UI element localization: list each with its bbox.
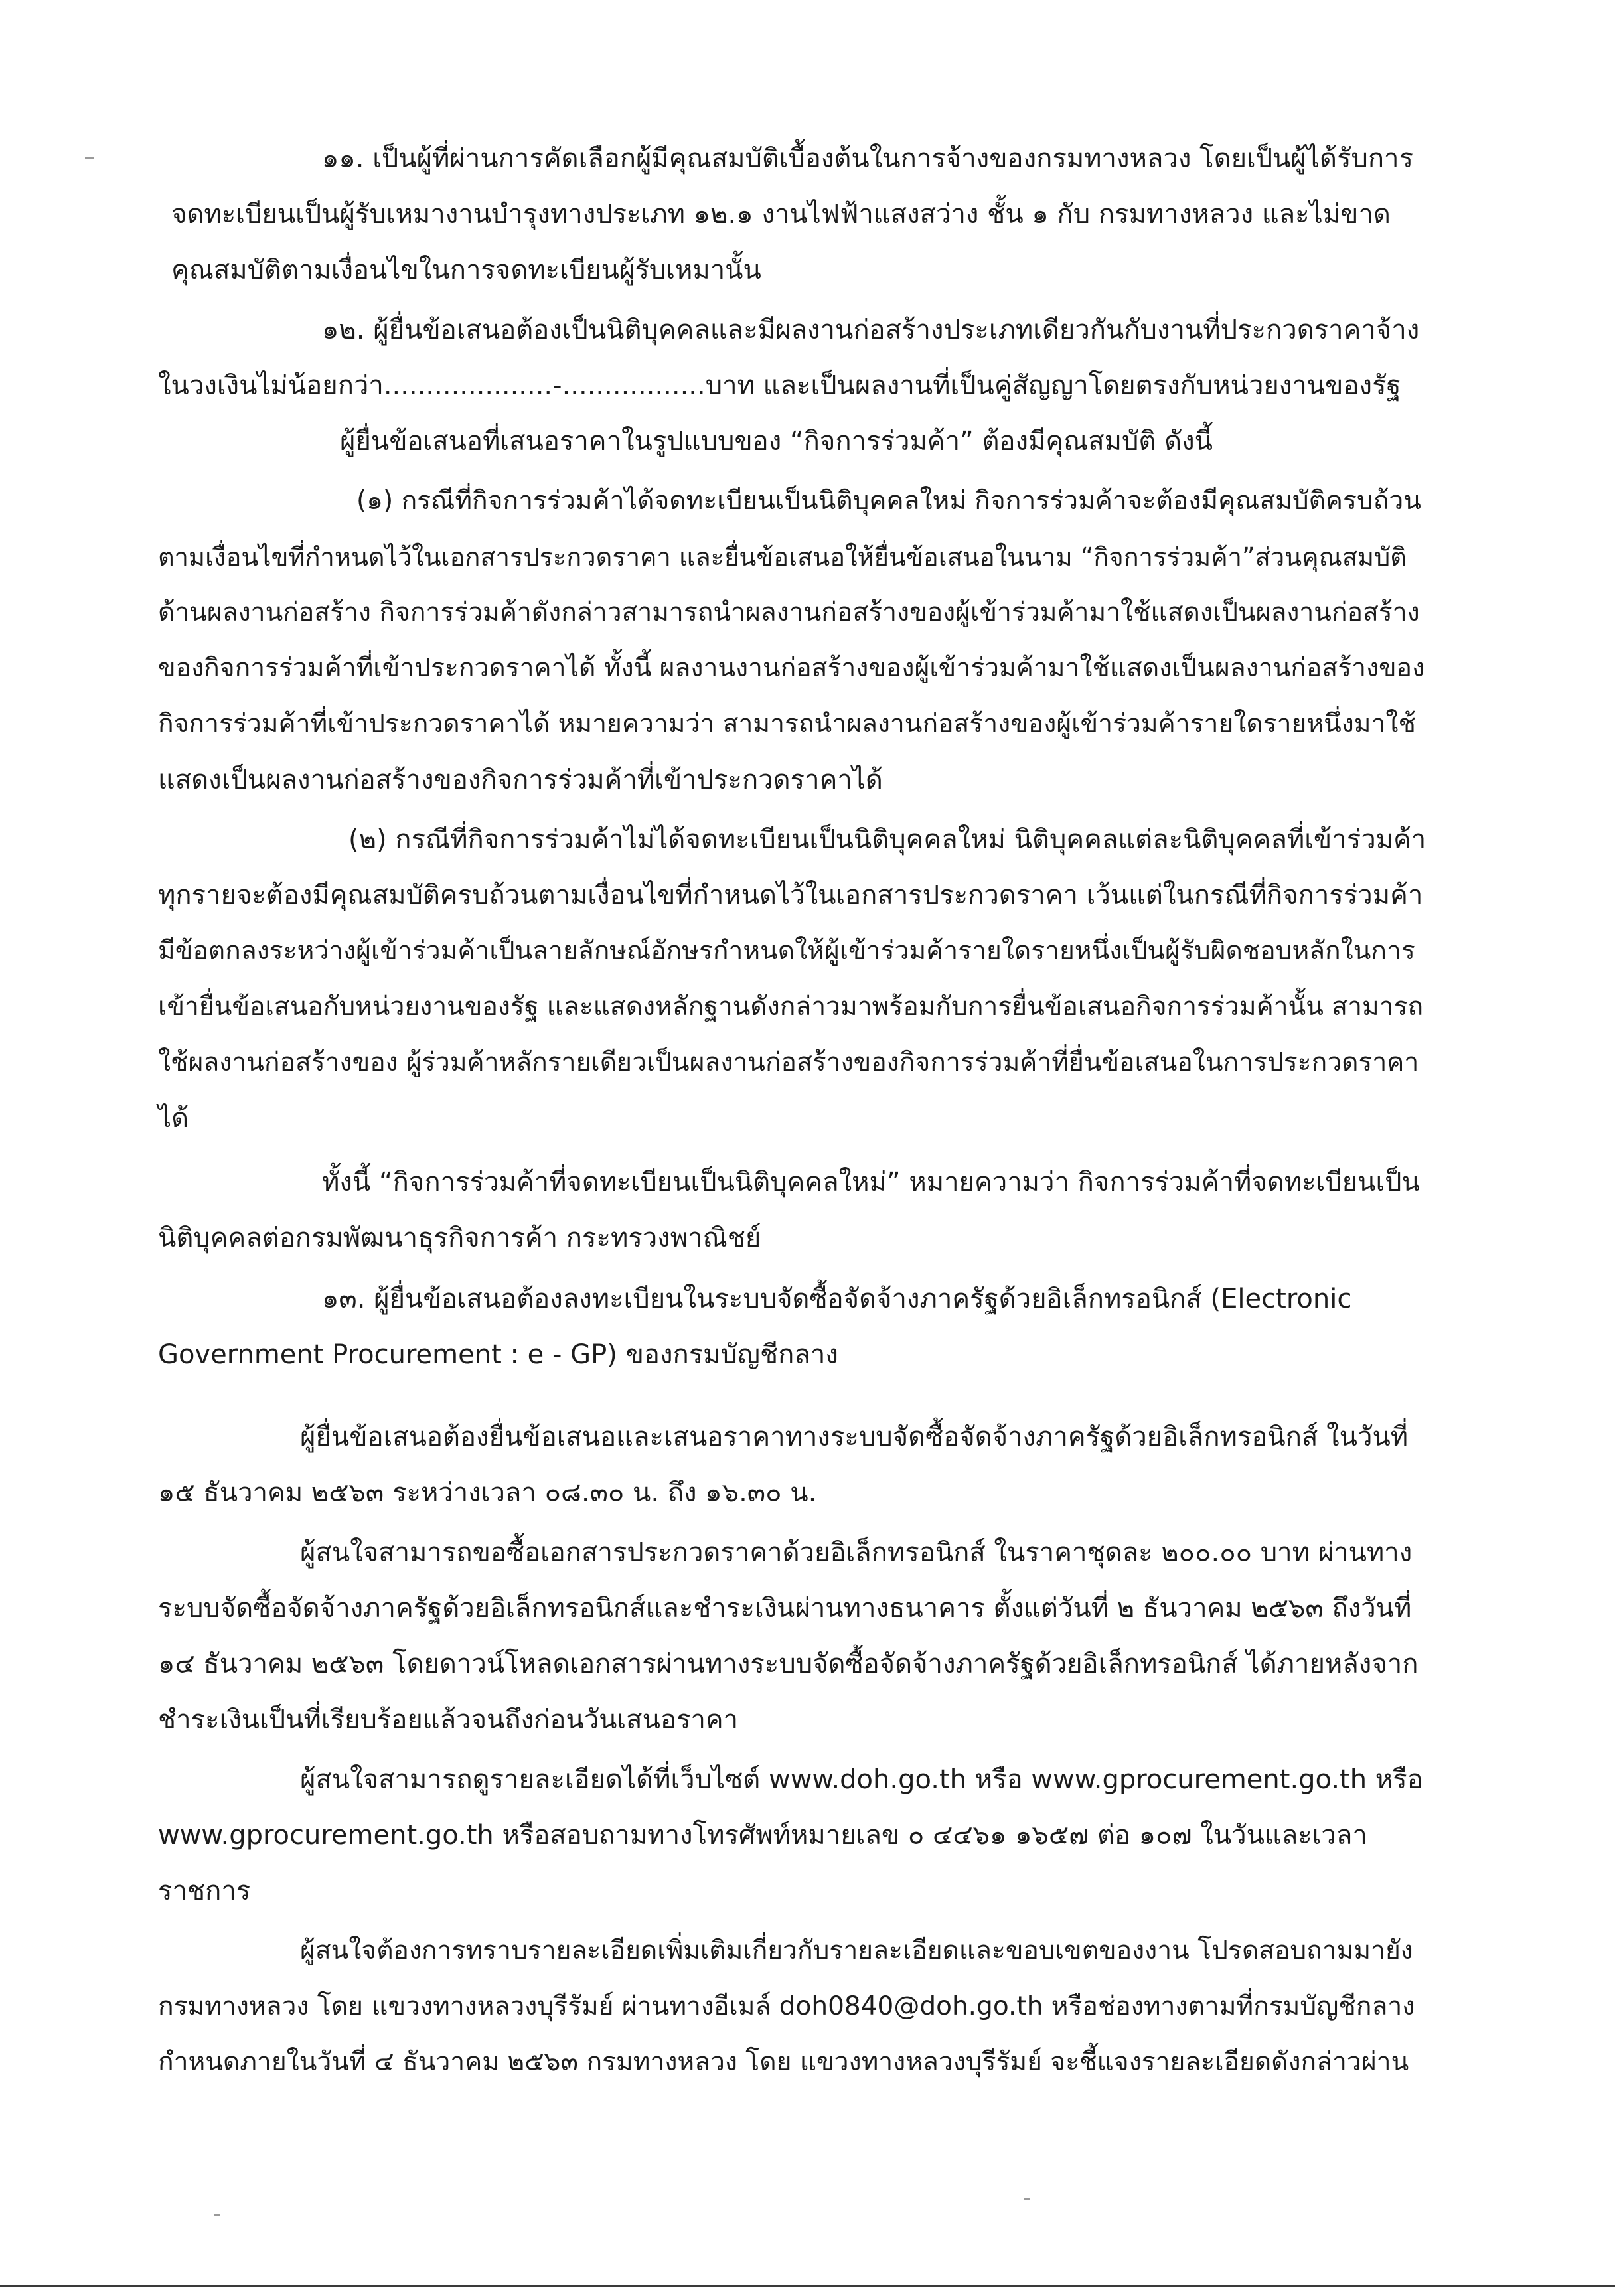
contact-website-line: ราชการ bbox=[158, 1876, 251, 1906]
scan-speck bbox=[214, 2214, 220, 2216]
scan-bottom-edge bbox=[0, 2285, 1615, 2287]
definition-new-entity-line: ทั้งนี้ “กิจการร่วมค้าที่จดทะเบียนเป็นนิติบุคคลใหม่” หมายความว่า กิจการร่วมค้าที่จดทะเบียนเป็น bbox=[322, 1167, 1420, 1197]
scan-speck bbox=[85, 157, 94, 159]
joint-venture-case-1-line: กิจการร่วมค้าที่เข้าประกวดราคาได้ หมายความว่า สามารถนำผลงานก่อสร้างของผู้เข้าร่วมค้ารายใดรายหนึ่งมาใช้ bbox=[158, 709, 1416, 739]
clause-11-line: ๑๑. เป็นผู้ที่ผ่านการคัดเลือกผู้มีคุณสมบัติเบื้องต้นในการจ้างของกรมทางหลวง โดยเป็นผู้ได้รับการ bbox=[322, 143, 1414, 174]
joint-venture-case-1-line: ด้านผลงานก่อสร้าง กิจการร่วมค้าดังกล่าวสามารถนำผลงานก่อสร้างของผู้เข้าร่วมค้ามาใช้แสดงเป็นผลงานก่อสร้าง bbox=[158, 597, 1420, 627]
clause-11-line: คุณสมบัติตามเงื่อนไขในการจดทะเบียนผู้รับเหมานั้น bbox=[171, 255, 761, 285]
contact-website-line: ผู้สนใจสามารถดูรายละเอียดได้ที่เว็บไซต์ www.doh.go.th หรือ www.gprocurement.go.th หรือ bbox=[300, 1764, 1423, 1795]
scan-speck bbox=[1024, 2198, 1030, 2200]
contact-email-line: กรมทางหลวง โดย แขวงทางหลวงบุรีรัมย์ ผ่านทางอีเมล์ doh0840@doh.go.th หรือช่องทางตามที่กรมบัญชีกลาง bbox=[158, 1991, 1415, 2021]
joint-venture-case-1-line: (๑) กรณีที่กิจการร่วมค้าได้จดทะเบียนเป็นนิติบุคคลใหม่ กิจการร่วมค้าจะต้องมีคุณสมบัติครบถ้วน bbox=[356, 486, 1421, 516]
clause-12-line: ในวงเงินไม่น้อยกว่า....................-.................บาท และเป็นผลงานที่เป็นคู่สัญญาโดยตรงกับหน่วยงานของรัฐ bbox=[158, 370, 1401, 401]
joint-venture-case-2-line: ใช้ผลงานก่อสร้างของ ผู้ร่วมค้าหลักรายเดียวเป็นผลงานก่อสร้างของกิจการร่วมค้าที่ยื่นข้อเสนอในการประกวดราคา bbox=[158, 1047, 1419, 1077]
joint-venture-case-1-line: แสดงเป็นผลงานก่อสร้างของกิจการร่วมค้าที่เข้าประกวดราคาได้ bbox=[158, 765, 883, 795]
document-purchase-line: ระบบจัดซื้อจัดจ้างภาครัฐด้วยอิเล็กทรอนิกส์และชำระเงินผ่านทางธนาคาร ตั้งแต่วันที่ ๒ ธันวาคม ๒๕๖๓ ถึงวันที่ bbox=[158, 1593, 1412, 1624]
submission-date-line: ผู้ยื่นข้อเสนอต้องยื่นข้อเสนอและเสนอราคาทางระบบจัดซื้อจัดจ้างภาครัฐด้วยอิเล็กทรอนิกส์ ในวันที่ bbox=[300, 1422, 1409, 1452]
contact-website-line: www.gprocurement.go.th หรือสอบถามทางโทรศัพท์หมายเลข ๐ ๔๔๖๑ ๑๖๕๗ ต่อ ๑๐๗ ในวันและเวลา bbox=[158, 1820, 1367, 1851]
joint-venture-case-1-line: ของกิจการร่วมค้าที่เข้าประกวดราคาได้ ทั้งนี้ ผลงานงานก่อสร้างของผู้เข้าร่วมค้ามาใช้แสดงเป็นผลงานก่อสร้างของ bbox=[158, 653, 1425, 683]
clause-11-line: จดทะเบียนเป็นผู้รับเหมางานบำรุงทางประเภท ๑๒.๑ งานไฟฟ้าแสงสว่าง ชั้น ๑ กับ กรมทางหลวง และไม่ขาด bbox=[171, 199, 1391, 230]
contact-email-line: กำหนดภายในวันที่ ๔ ธันวาคม ๒๕๖๓ กรมทางหลวง โดย แขวงทางหลวงบุรีรัมย์ จะชี้แจงรายละเอียดดังกล่าวผ่าน bbox=[158, 2047, 1409, 2077]
document-purchase-line: ๑๔ ธันวาคม ๒๕๖๓ โดยดาวน์โหลดเอกสารผ่านทางระบบจัดซื้อจัดจ้างภาครัฐด้วยอิเล็กทรอนิกส์ ได้ภายหลังจาก bbox=[158, 1649, 1419, 1679]
joint-venture-case-2-line: เข้ายื่นข้อเสนอกับหน่วยงานของรัฐ และแสดงหลักฐานดังกล่าวมาพร้อมกับการยื่นข้อเสนอกิจการร่วมค้านั้น สามารถ bbox=[158, 992, 1424, 1022]
clause-12-line: ๑๒. ผู้ยื่นข้อเสนอต้องเป็นนิติบุคคลและมีผลงานก่อสร้างประเภทเดียวกันกับงานที่ประกวดราคาจ้าง bbox=[322, 315, 1420, 345]
clause-13-line: ๑๓. ผู้ยื่นข้อเสนอต้องลงทะเบียนในระบบจัดซื้อจัดจ้างภาครัฐด้วยอิเล็กทรอนิกส์ (Electronic bbox=[322, 1284, 1352, 1314]
document-purchase-line: ชำระเงินเป็นที่เรียบร้อยแล้วจนถึงก่อนวันเสนอราคา bbox=[158, 1705, 739, 1735]
document-purchase-line: ผู้สนใจสามารถขอซื้อเอกสารประกวดราคาด้วยอิเล็กทรอนิกส์ ในราคาชุดละ ๒๐๐.๐๐ บาท ผ่านทาง bbox=[300, 1537, 1413, 1568]
submission-date-line: ๑๕ ธันวาคม ๒๕๖๓ ระหว่างเวลา ๐๘.๓๐ น. ถึง ๑๖.๓๐ น. bbox=[158, 1478, 817, 1508]
joint-venture-case-2-line: ได้ bbox=[158, 1103, 189, 1134]
contact-email-line: ผู้สนใจต้องการทราบรายละเอียดเพิ่มเติมเกี่ยวกับรายละเอียดและขอบเขตของงาน โปรดสอบถามมายัง bbox=[300, 1936, 1413, 1965]
joint-venture-case-2-line: (๒) กรณีที่กิจการร่วมค้าไม่ได้จดทะเบียนเป็นนิติบุคคลใหม่ นิติบุคคลแต่ละนิติบุคคลที่เข้าร่วมค้า bbox=[348, 824, 1426, 855]
clause-13-line: Government Procurement : e - GP) ของกรมบัญชีกลาง bbox=[158, 1339, 838, 1370]
definition-new-entity-line: นิติบุคคลต่อกรมพัฒนาธุรกิจการค้า กระทรวงพาณิชย์ bbox=[158, 1223, 761, 1253]
joint-venture-intro-line: ผู้ยื่นข้อเสนอที่เสนอราคาในรูปแบบของ “กิจการร่วมค้า” ต้องมีคุณสมบัติ ดังนี้ bbox=[340, 426, 1213, 457]
joint-venture-case-2-line: ทุกรายจะต้องมีคุณสมบัติครบถ้วนตามเงื่อนไขที่กำหนดไว้ในเอกสารประกวดราคา เว้นแต่ในกรณีที่กิจการร่วมค้า bbox=[158, 880, 1423, 911]
joint-venture-case-2-line: มีข้อตกลงระหว่างผู้เข้าร่วมค้าเป็นลายลักษณ์อักษรกำหนดให้ผู้เข้าร่วมค้ารายใดรายหนึ่งเป็นผู้รับผิดชอบหลักในการ bbox=[158, 936, 1415, 966]
joint-venture-case-1-line: ตามเงื่อนไขที่กำหนดไว้ในเอกสารประกวดราคา และยื่นข้อเสนอให้ยื่นข้อเสนอในนาม “กิจการร่วมค้า”ส่วนคุณสมบัติ bbox=[158, 542, 1407, 572]
